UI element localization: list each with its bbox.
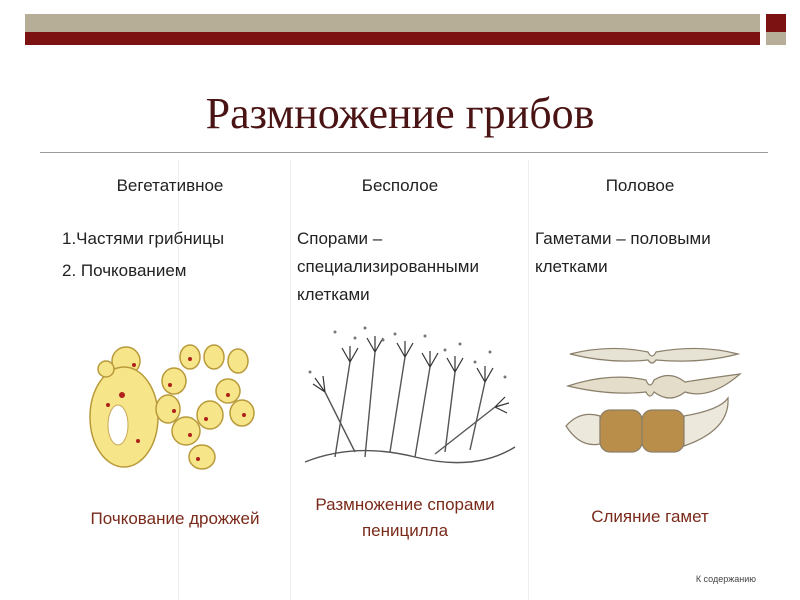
title-divider xyxy=(40,152,768,153)
header-bar-tan xyxy=(25,14,760,32)
sexual-line-1: Гаметами – половыми xyxy=(535,229,711,248)
penicillium-spores-image xyxy=(295,322,520,472)
asexual-line-3: клетками xyxy=(297,285,370,304)
corner-square-red xyxy=(766,14,786,32)
asexual-line-2: специализированными xyxy=(297,257,479,276)
vegetative-line-1: 1.Частями грибницы xyxy=(62,229,225,248)
back-to-contents-link[interactable]: К содержанию xyxy=(695,574,756,584)
asexual-line-1: Спорами – xyxy=(297,229,383,248)
yeast-budding-image xyxy=(78,335,268,475)
caption-gametes: Слияние гамет xyxy=(591,507,709,526)
corner-square-tan xyxy=(766,32,786,45)
caption-yeast: Почкование дрожжей xyxy=(90,509,260,528)
caption-penicillium-line-1: Размножение спорами xyxy=(315,495,495,514)
header-asexual: Бесполое xyxy=(361,176,439,195)
caption-penicillium-line-2: пеницилла xyxy=(361,521,449,540)
slide-title: Размножение грибов xyxy=(205,89,595,138)
gamete-fusion-image xyxy=(560,340,750,465)
sexual-line-2: клетками xyxy=(535,257,608,276)
vegetative-line-2: 2. Почкованием xyxy=(62,261,187,280)
header-sexual: Половое xyxy=(605,176,675,195)
header-bar-red xyxy=(25,32,760,45)
header-vegetative: Вегетативное xyxy=(116,176,224,195)
column-guide xyxy=(528,160,529,600)
